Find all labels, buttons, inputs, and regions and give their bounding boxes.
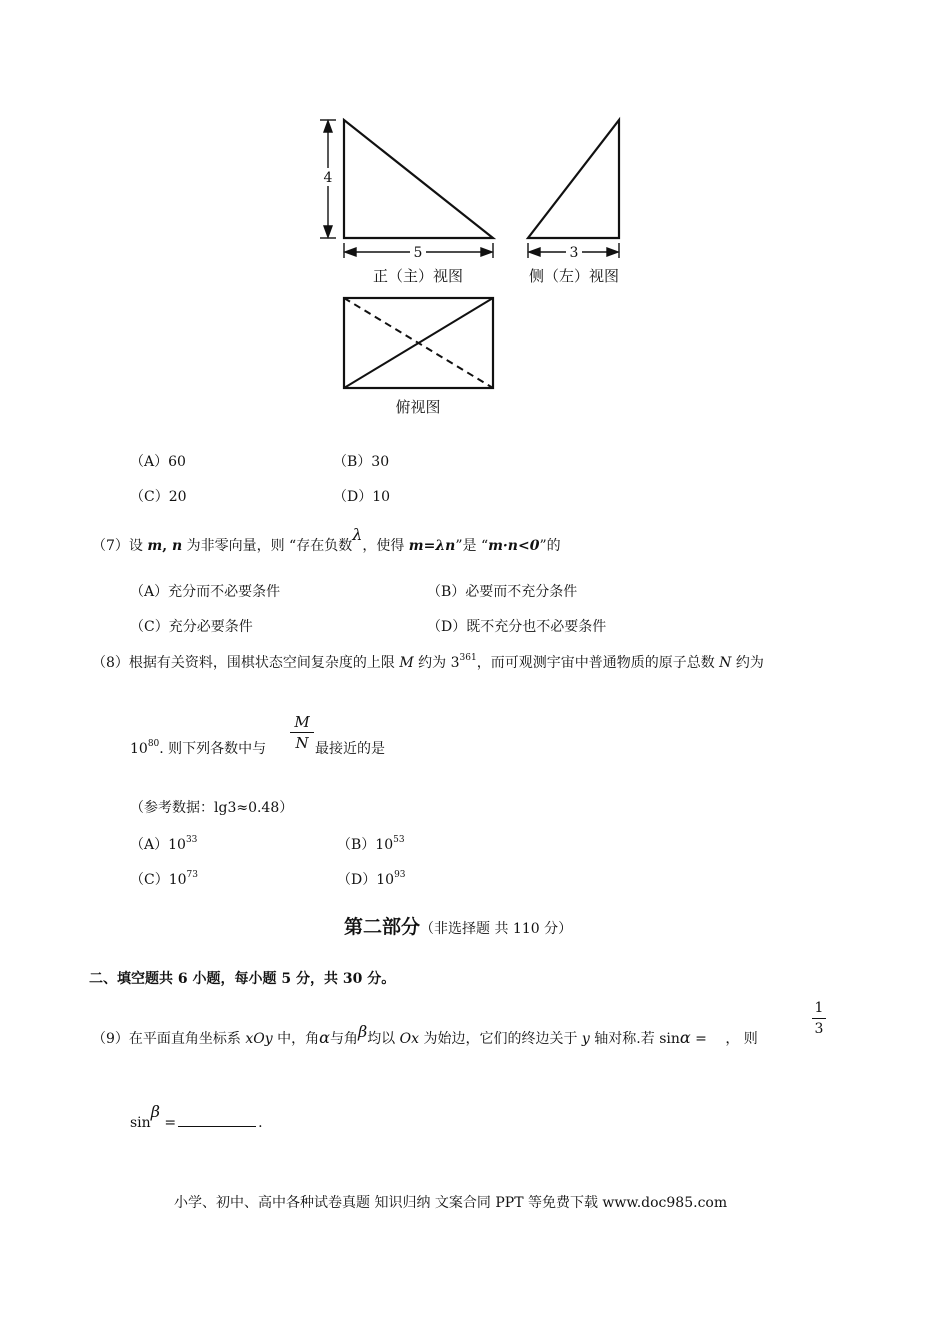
height-dimension-label: 4 bbox=[323, 170, 333, 186]
q7-option-c[interactable]: （C）充分必要条件 bbox=[130, 619, 253, 635]
q8-fraction: M N bbox=[290, 712, 314, 753]
q7-option-a[interactable]: （A）充分而不必要条件 bbox=[130, 584, 281, 600]
top-view-rect bbox=[344, 298, 493, 388]
three-view-figure bbox=[300, 110, 650, 420]
footer-text: 小学、初中、高中各种试卷真题 知识归纳 文案合同 PPT 等免费下载 www.doc985.com bbox=[174, 1195, 728, 1211]
side-view-triangle bbox=[528, 120, 619, 238]
q8-stem-line1: （8）根据有关资料，围棋状态空间复杂度的上限 M 约为 $3^{361}$，而可观测宇宙中普通物质的原子总数 N 约为 bbox=[92, 653, 764, 671]
q8-option-b[interactable]: $(B)10^{53}$ bbox=[337, 835, 405, 853]
q7-stem: （7）设 m, n 为非零向量，则 “存在负数λ，使得 m=λn”是 “m·n<0”的 bbox=[92, 525, 561, 554]
q8-option-c[interactable]: $(C)10^{73}$ bbox=[130, 870, 198, 888]
q8-option-a[interactable]: $(A)10^{33}$ bbox=[130, 835, 198, 853]
front-view-triangle bbox=[344, 120, 493, 238]
section2-heading: 二、填空题共 6 小题，每小题 5 分，共 30 分。 bbox=[89, 971, 396, 987]
q8-stem-tail: 最接近的是 bbox=[315, 741, 385, 757]
q9-stem: （9）在平面直角坐标系 xOy 中，角α与角β均以 Ox 为始边，它们的终边关于 y 轴对称.若 sinα = ， 则 bbox=[92, 1022, 758, 1047]
q8-reference: （参考数据：lg3≈0.48） bbox=[130, 800, 294, 816]
front-width-label: 5 bbox=[413, 245, 423, 261]
q6-option-a[interactable]: （A）60 bbox=[130, 454, 186, 470]
q6-option-b[interactable]: （B）30 bbox=[333, 454, 390, 470]
q6-option-d[interactable]: （D）10 bbox=[333, 489, 391, 505]
side-width-label: 3 bbox=[569, 245, 579, 261]
side-view-label: 侧（左）视图 bbox=[528, 267, 620, 285]
q8-option-d[interactable]: $(D)10^{93}$ bbox=[337, 870, 406, 888]
top-view-label: 俯视图 bbox=[395, 398, 441, 416]
lambda-symbol: λ bbox=[352, 525, 363, 544]
q7-option-b[interactable]: （B）必要而不充分条件 bbox=[427, 584, 578, 600]
part2-heading: 第二部分（非选择题 共 110 分） bbox=[344, 916, 573, 938]
q9-answer-line[interactable]: sinβ = . bbox=[130, 1102, 263, 1131]
q9-fraction: 1 3 bbox=[812, 998, 826, 1039]
front-view-label: 正（主）视图 bbox=[372, 267, 464, 285]
q7-option-d[interactable]: （D）既不充分也不必要条件 bbox=[427, 619, 607, 635]
q8-stem-line2: $10^{80}$. 则下列各数中与 bbox=[130, 739, 267, 757]
answer-blank[interactable] bbox=[178, 1114, 256, 1127]
q6-option-c[interactable]: （C）20 bbox=[130, 489, 187, 505]
